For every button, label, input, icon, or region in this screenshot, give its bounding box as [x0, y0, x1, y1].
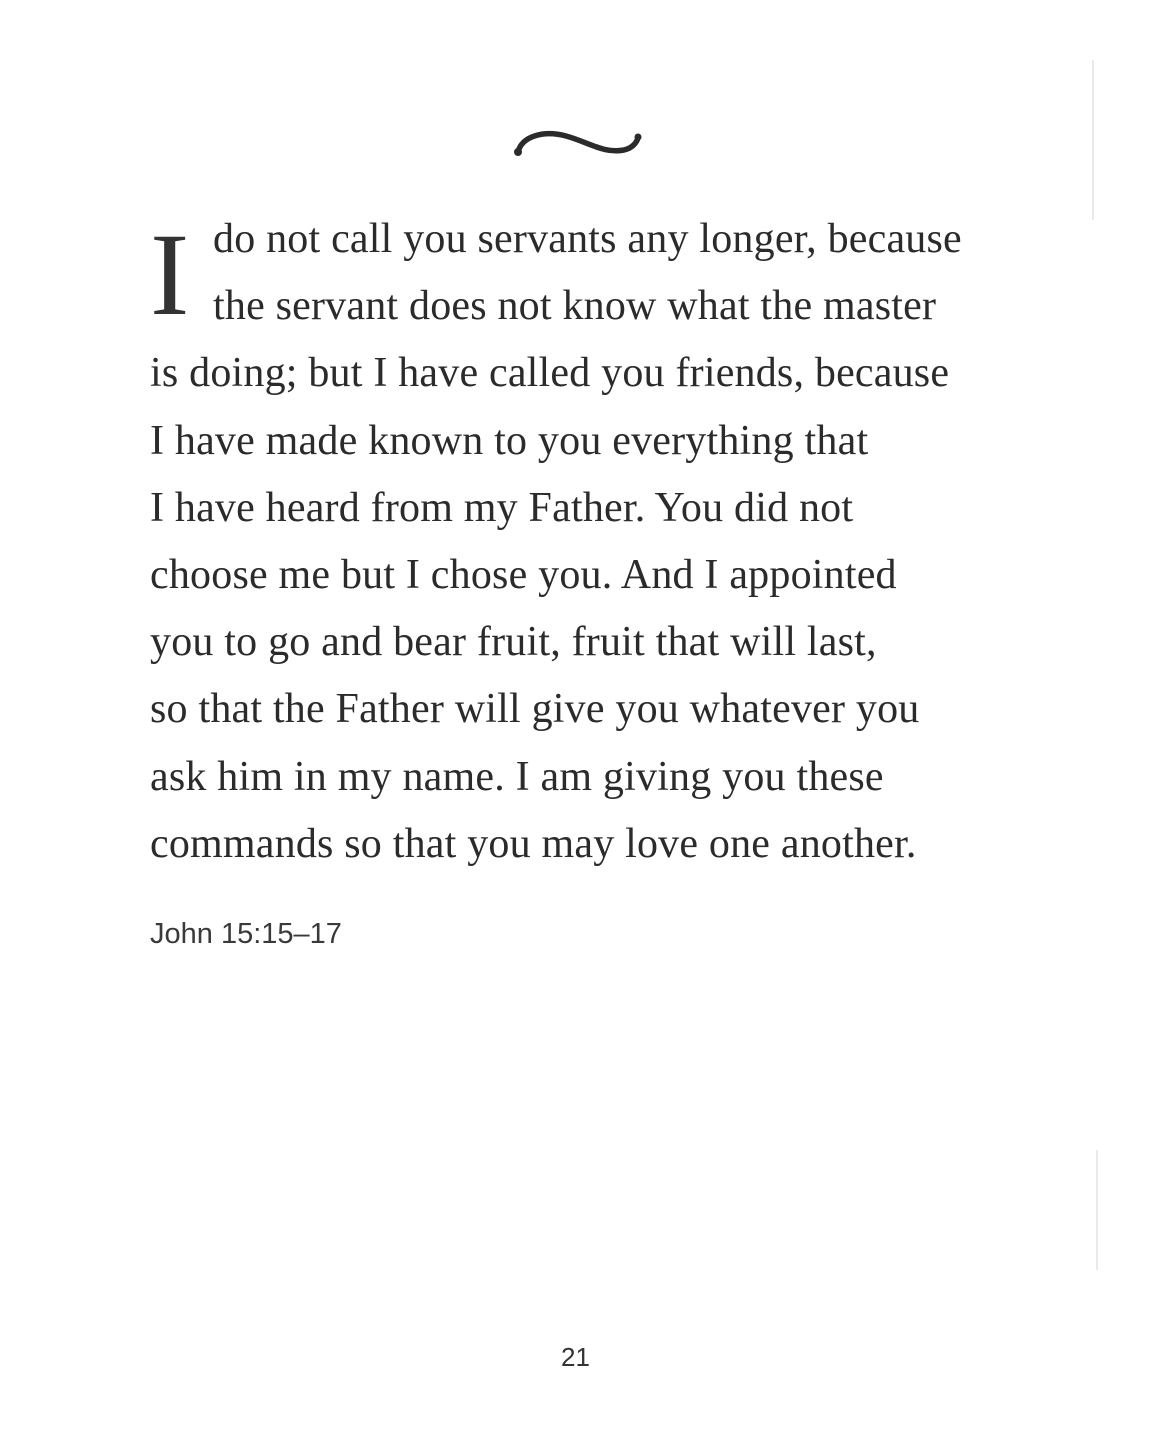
verse-line: commands so that you may love one another. — [150, 820, 917, 867]
verse-line: ask him in my name. I am giving you these — [150, 753, 884, 800]
drop-cap: I — [150, 209, 190, 340]
scripture-reference: John 15:15–17 — [150, 918, 342, 950]
verse-text — [150, 206, 1020, 878]
verse-line: is doing; but I have called you friends, because — [150, 350, 950, 397]
tilde-flourish-icon — [508, 118, 646, 162]
verse-line: you to go and bear fruit, fruit that will last, — [150, 619, 877, 666]
scan-mark — [1096, 1150, 1098, 1270]
verse-line: I have made known to you everything that — [150, 417, 869, 464]
verse-line: I have heard from my Father. You did not — [150, 484, 854, 531]
verse-line: so that the Father will give you whatever you — [150, 686, 920, 733]
page-number: 21 — [561, 1342, 590, 1372]
verse-line: the servant does not know what the master — [213, 283, 937, 330]
scan-mark — [1092, 60, 1094, 220]
verse-line: do not call you servants any longer, because — [213, 216, 962, 262]
verse-line: choose me but I chose you. And I appointed — [150, 552, 897, 599]
